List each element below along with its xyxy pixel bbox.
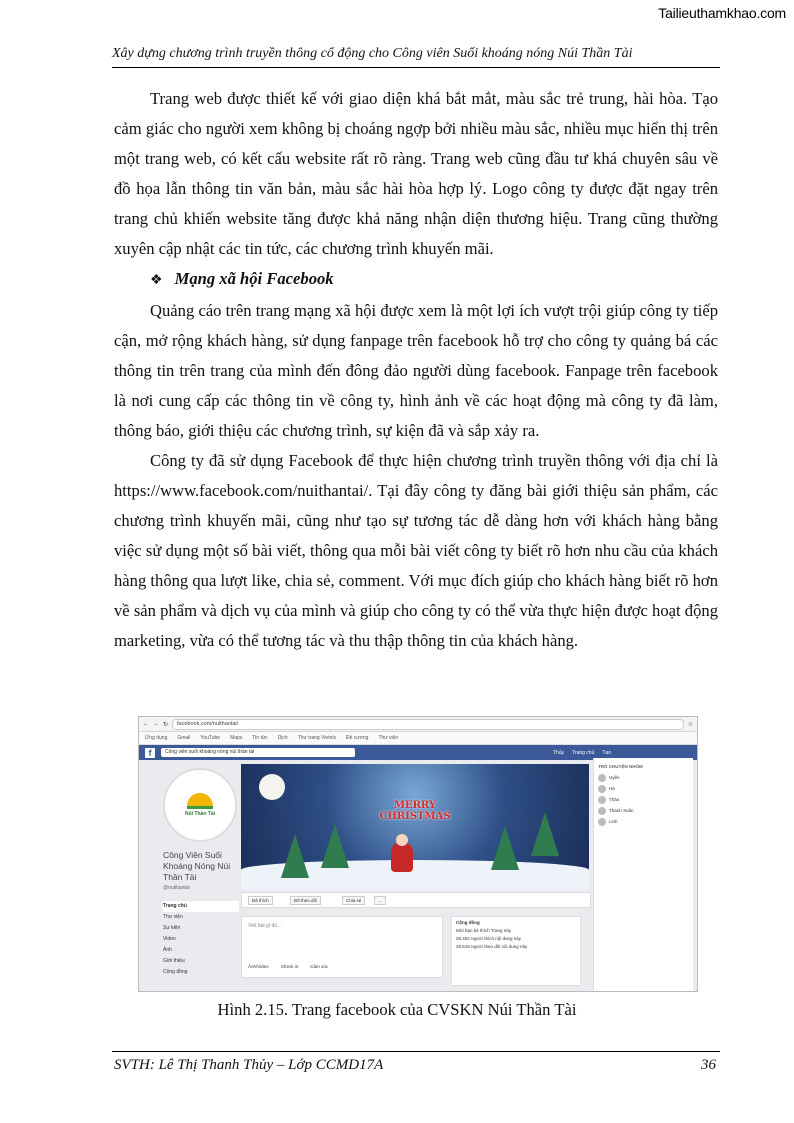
chat-contact xyxy=(598,772,689,783)
reload-icon: ↻ xyxy=(163,721,169,728)
star-icon: ☆ xyxy=(687,721,693,728)
avatar xyxy=(598,796,606,804)
bookmark-item: Đề cương xyxy=(345,735,369,741)
page-menu-item: Sự kiện xyxy=(163,925,181,931)
bookmark-item: Thư trang Vietnix xyxy=(297,735,336,741)
tree-icon xyxy=(531,812,559,856)
bookmarks-bar xyxy=(139,732,697,745)
cover-photo xyxy=(241,764,589,890)
community-line: 28.518 người theo dõi nội dung này xyxy=(456,944,528,949)
address-bar: facebook.com/nuithantai/ xyxy=(172,719,684,730)
tree-icon xyxy=(281,834,309,878)
facebook-nav xyxy=(553,750,611,756)
page-menu-item: Cộng đồng xyxy=(163,969,188,975)
chat-contact-name: Thanh Xuân xyxy=(609,808,634,813)
post-tab: Cảm xúc xyxy=(310,964,328,969)
chat-contact xyxy=(598,783,689,794)
header-rule xyxy=(112,67,720,68)
community-line: 28.402 người thích nội dung này xyxy=(456,936,522,941)
page-menu-item: Video xyxy=(163,936,176,942)
chat-contact-name: Hà xyxy=(609,786,615,791)
chat-title: TRÒ CHUYỆN NHÓM xyxy=(598,764,643,769)
page-handle: @nuithantai xyxy=(163,885,190,891)
facebook-screenshot-figure xyxy=(138,716,698,992)
facebook-logo-icon: f xyxy=(145,748,155,758)
follow-button: Đã theo dõi xyxy=(290,896,321,905)
bookmark-item: Tin tức xyxy=(252,735,268,741)
nav-item: Tạo xyxy=(602,749,611,756)
page-menu-item: Ảnh xyxy=(163,947,172,953)
tree-icon xyxy=(491,826,519,870)
page-number: 36 xyxy=(701,1057,716,1073)
share-button: Chia sẻ xyxy=(342,896,365,905)
section-heading-text: Mạng xã hội Facebook xyxy=(174,269,334,288)
chat-contact xyxy=(598,794,689,805)
page-name: Công Viên Suối Khoáng Nóng Núi Thần Tài xyxy=(163,850,231,882)
page-menu-item: Thư viện xyxy=(163,914,183,920)
nav-item: Trang chủ xyxy=(572,749,595,756)
bookmark-item: Ứng dụng xyxy=(145,735,168,741)
browser-toolbar xyxy=(139,717,697,732)
facebook-search: Công viên suối khoáng nóng núi thần tài xyxy=(161,748,355,757)
footer-rule xyxy=(112,1051,720,1052)
page-actions xyxy=(241,892,591,908)
running-header: Xây dựng chương trình truyền thông cổ động cho Công viên Suối khoáng nóng Núi Thần Tài xyxy=(112,46,633,61)
avatar xyxy=(598,774,606,782)
section-heading xyxy=(114,264,718,296)
page-sidebar xyxy=(161,764,239,991)
diamond-bullet-icon: ❖ xyxy=(150,273,163,288)
chat-contact-name: Linh xyxy=(609,819,618,824)
avatar xyxy=(598,785,606,793)
paragraph-facebook-usage: Công ty đã sử dụng Facebook để thực hiện chương trình truyền thông với địa chỉ là https://www.facebook.com/nuithantai/. Tại đây công ty đăng bài giới thiệu sản phẩm, các chương trình khuyến mãi, cũng như tạo sự tương tác dễ dàng hơn với khách hàng bằng việc sử dụng một số bài viết, thông qua mỗi bài viết công ty biết rõ hơn nhu cầu của khách hàng thông qua lượt like, chia sẻ, comment. Với mục đích giúp cho khách hàng biết rõ hơn về sản phẩm và dịch vụ của mình và giúp cho công ty có thể vừa thực hiện được hoạt động marketing, vừa có thể tương tác và thu thập thông tin của khách hàng. xyxy=(114,451,718,650)
bookmark-item: YouTube xyxy=(200,735,221,741)
footer-author: SVTH: Lê Thị Thanh Thủy – Lớp CCMD17A xyxy=(114,1057,384,1073)
paragraph-facebook-ads: Quảng cáo trên trang mạng xã hội được xem là một lợi ích vượt trội giúp công ty tiếp cận, mở rộng khách hàng, sử dụng fanpage trên facebook hỗ trợ cho công ty quảng bá các thông tin trên trang của mình đến đông đảo người dùng facebook. Fanpage trên facebook là nơi cung cấp các thông tin về công ty, hình ảnh về các hoạt động mà công ty đã làm, thông báo, giới thiệu các chương trình, sự kiện đã và sắp xảy ra. xyxy=(114,301,718,440)
page-menu-item: Trang chủ xyxy=(163,901,239,912)
sun-logo-icon xyxy=(187,793,213,809)
community-box xyxy=(451,916,581,986)
more-button: ... xyxy=(374,896,386,905)
page-avatar xyxy=(163,768,237,842)
cover-greeting: MERRY CHRISTMAS xyxy=(379,800,451,822)
chat-contact-name: Uyên xyxy=(609,775,620,780)
bookmark-item: Thư viện xyxy=(378,735,399,741)
forward-icon: → xyxy=(153,721,159,727)
paragraph-website: Trang web được thiết kế với giao diện khá bắt mắt, màu sắc trẻ trung, hài hòa. Tạo cảm giác cho người xem không bị choáng ngợp bởi nhiều màu sắc, nhiều mục hiển thị trên một trang web, có kết cấu website rất rõ ràng. Trang web cũng đầu tư khá chuyên sâu về đồ họa lẫn thông tin văn bản, màu sắc hài hòa hợp lý. Logo công ty được đặt ngay trên trang chủ khiến website tăng được khả năng nhận diện thương hiệu. Trang cũng thường xuyên cập nhật các tin tức, các chương trình khuyến mãi. xyxy=(114,89,718,258)
figure-caption: Hình 2.15. Trang facebook của CVSKN Núi Thần Tài xyxy=(217,1000,577,1019)
page-menu-item: Giới thiệu xyxy=(163,958,185,964)
community-line: Mời bạn bè thích Trang này xyxy=(456,928,511,933)
community-title: Cộng đồng xyxy=(456,920,480,925)
create-post-box xyxy=(241,916,443,978)
bookmark-item: Maps xyxy=(230,735,243,741)
facebook-page-body xyxy=(139,758,697,991)
chat-sidebar xyxy=(593,758,693,991)
post-placeholder: Viết bài gì đó... xyxy=(248,923,282,929)
post-tab: Ảnh/Video xyxy=(248,964,269,969)
moon-icon xyxy=(259,774,285,800)
watermark: Tailieuthamkhao.com xyxy=(658,5,786,21)
tree-icon xyxy=(321,824,349,868)
bookmark-item: Dịch xyxy=(277,735,288,741)
chat-contact xyxy=(598,805,689,816)
post-tab: Check in xyxy=(280,964,299,969)
avatar xyxy=(598,807,606,815)
bookmark-item: Gmail xyxy=(177,735,191,741)
page-menu xyxy=(161,901,239,978)
back-icon: ← xyxy=(143,721,149,727)
like-button: Đã thích xyxy=(248,896,273,905)
body-text xyxy=(114,84,718,656)
santa-icon xyxy=(391,842,413,872)
chat-contact-name: Thảo xyxy=(609,797,620,802)
avatar xyxy=(598,818,606,826)
logo-text: Núi Thần Tài xyxy=(185,811,215,817)
nav-item: Thủy xyxy=(552,749,565,756)
chat-contact xyxy=(598,816,689,827)
